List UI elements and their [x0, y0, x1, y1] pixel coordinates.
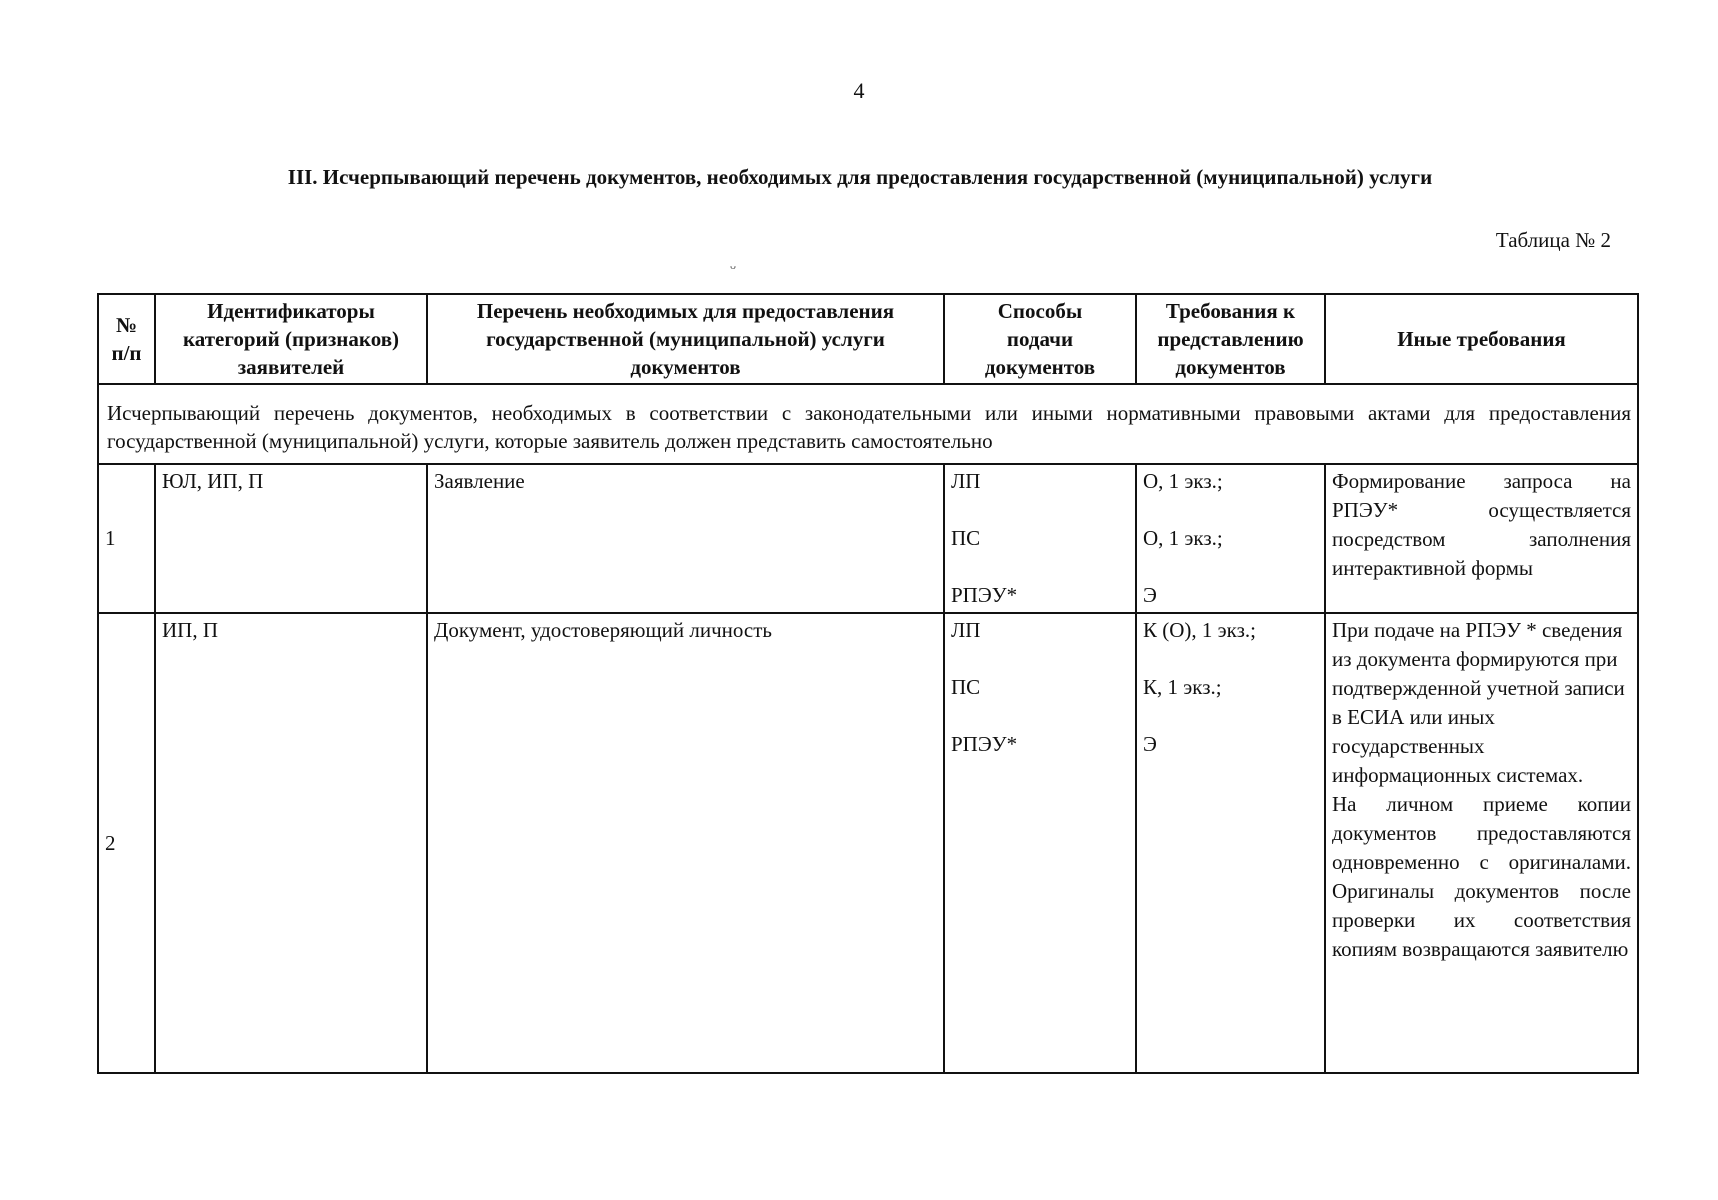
header-methods: Способы подачи документов [944, 294, 1136, 384]
section-text: Исчерпывающий перечень документов, необходимых в соответствии с законодательными или иными нормативными правовыми актами для предоставления государственной (муниципальной) услуги, которые заявитель должен представить самостоятельно [98, 384, 1638, 464]
header-documents: Перечень необходимых для предоставления государственной (муниципальной) услуги документов [427, 294, 944, 384]
header-identifiers: Идентификаторы категорий (признаков) заявителей [155, 294, 427, 384]
header-num: № п/п [98, 294, 155, 384]
row-identifiers: ИП, П [155, 613, 427, 1073]
row-identifiers: ЮЛ, ИП, П [155, 464, 427, 613]
row-other-requirements [1325, 613, 1638, 1073]
table-row [98, 613, 1638, 1073]
page-number: 4 [853, 78, 865, 103]
header-requirements: Требования к представлению документов [1136, 294, 1325, 384]
row-other-requirements: Формирование запроса на РПЭУ* осуществляется посредством заполнения интерактивной формы [1325, 464, 1638, 613]
row-document: Заявление [427, 464, 944, 613]
table-header-row [98, 294, 1638, 384]
other-requirements-part1: При подаче на РПЭУ * сведения из документа формируются при подтвержденной учетной записи в ЕСИА или иных государственных информационных системах. [1332, 618, 1625, 787]
header-other: Иные требования [1325, 294, 1638, 384]
table-row [98, 464, 1638, 613]
row-requirements: О, 1 экз.; О, 1 экз.; Э [1136, 464, 1325, 613]
table-label: Таблица № 2 [1495, 228, 1611, 252]
row-requirements: К (О), 1 экз.; К, 1 экз.; Э [1136, 613, 1325, 1073]
stray-mark: ᴗ [730, 258, 736, 272]
section-title: III. Исчерпывающий перечень документов, необходимых для предоставления государственной (муниципальной) услуги [287, 165, 1433, 189]
row-number: 1 [98, 464, 155, 613]
row-number: 2 [98, 613, 155, 1073]
row-methods: ЛП ПС РПЭУ* [944, 464, 1136, 613]
other-requirements-part2: На личном приеме копии документов предоставляются одновременно с оригиналами. Оригиналы документов после проверки их соответствия копиям возвращаются заявителю [1332, 792, 1631, 961]
table-section-row [98, 384, 1638, 464]
row-methods: ЛП ПС РПЭУ* [944, 613, 1136, 1073]
row-document: Документ, удостоверяющий личность [427, 613, 944, 1073]
documents-table [97, 293, 1639, 1074]
